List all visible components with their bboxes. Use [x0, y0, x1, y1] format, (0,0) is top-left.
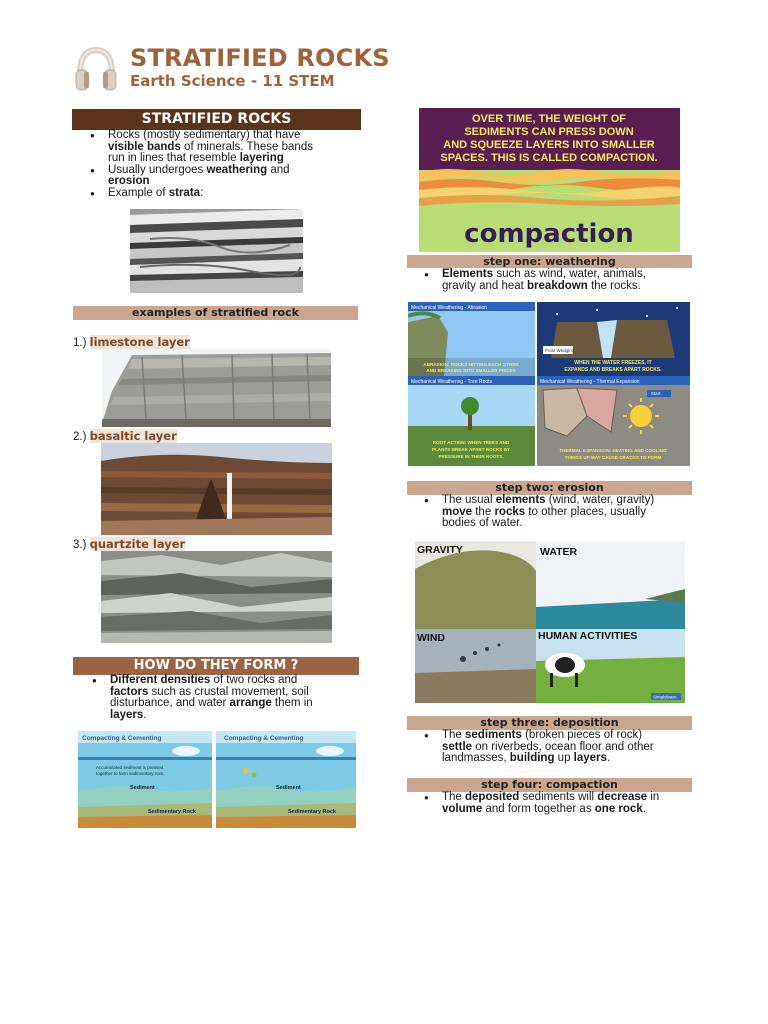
- svg-text:PLANTS BREAK APART ROCKS BY: PLANTS BREAK APART ROCKS BY: [431, 447, 511, 452]
- erosion-label-human: HUMAN ACTIVITIES: [538, 630, 638, 642]
- limestone-photo: [102, 349, 331, 427]
- svg-text:Mechanical Weathering - Therma: Mechanical Weathering - Thermal Expansion: [540, 379, 640, 385]
- compacting-diagram-1: [78, 731, 212, 828]
- svg-text:Sedimentary Rock: Sedimentary Rock: [148, 809, 196, 815]
- svg-text:SEDIMENTS CAN PRESS DOWN: SEDIMENTS CAN PRESS DOWN: [464, 126, 634, 138]
- svg-text:ABRASION: ROCKS HITTING EACH O: ABRASION: ROCKS HITTING EACH OTHER: [423, 362, 519, 367]
- example-quartzite-label: 3.) quartzite layer: [73, 537, 186, 551]
- svg-text:Sediment: Sediment: [130, 785, 155, 791]
- erosion-grid: [415, 541, 685, 703]
- headphones-icon: [72, 44, 120, 94]
- weathering-panel-thermal: [537, 376, 690, 466]
- svg-text:Sedimentary Rock: Sedimentary Rock: [288, 809, 336, 815]
- section-heading-stratified-rocks: STRATIFIED ROCKS: [72, 109, 361, 130]
- weathering-panel-frost: [537, 302, 690, 376]
- step-one-list: [420, 269, 695, 292]
- list-item: ● Rocks (mostly sedimentary) that have visible bands of minerals. These bands run in lines that resemble layering: [86, 130, 366, 165]
- svg-text:THERMAL EXPANSION: HEATING AND: THERMAL EXPANSION: HEATING AND COOLING: [559, 448, 667, 453]
- page-subtitle: Earth Science - 11 STEM: [130, 72, 335, 90]
- compaction-word: compaction: [464, 219, 634, 249]
- erosion-label-water: WATER: [540, 546, 578, 558]
- step-two-list: [420, 495, 695, 530]
- svg-text:Accumulated sediment is presse: Accumulated sediment is pressed: [96, 765, 164, 770]
- svg-text:THINGS UP MAY CAUSE CRACKS TO: THINGS UP MAY CAUSE CRACKS TO FORM: [564, 455, 662, 460]
- list-item: ● Usually undergoes weathering and erosion: [86, 165, 366, 188]
- svg-text:together to form sedimentary r: together to form sedimentary rock.: [96, 771, 165, 776]
- svg-text:Mechanical Weathering - Tree R: Mechanical Weathering - Tree Roots: [411, 379, 493, 385]
- step-two-heading: step two: erosion: [407, 481, 692, 495]
- svg-text:EXPANDS AND BREAKS APART ROCKS: EXPANDS AND BREAKS APART ROCKS.: [564, 367, 662, 373]
- list-item: ● The usual elements (wind, water, gravity) move the rocks to other places, usually bodies of water.: [420, 495, 695, 530]
- svg-text:WHEN THE WATER FREEZES, IT: WHEN THE WATER FREEZES, IT: [574, 360, 652, 366]
- quartzite-photo: [101, 551, 332, 643]
- svg-text:Mechanical Weathering - Abrasi: Mechanical Weathering - Abrasion: [411, 305, 488, 311]
- compaction-illustration: [419, 108, 680, 252]
- svg-text:Frost Wedging: Frost Wedging: [545, 348, 575, 353]
- svg-text:ROOT ACTION: WHEN TREES AND: ROOT ACTION: WHEN TREES AND: [432, 440, 510, 445]
- step-one-heading: step one: weathering: [407, 255, 692, 268]
- example-limestone-label: 1.) limestone layer: [73, 335, 190, 349]
- page-title: STRATIFIED ROCKS: [130, 44, 390, 72]
- list-item: ● The sediments (broken pieces of rock) settle on riverbeds, ocean floor and other landmasses, building up layers.: [420, 730, 695, 765]
- compacting-diagram-2: [216, 731, 356, 828]
- step-three-heading: step three: deposition: [407, 716, 692, 730]
- erosion-label-gravity: GRAVITY: [417, 544, 463, 556]
- list-item: ● Elements such as wind, water, animals, gravity and heat breakdown the rocks.: [420, 269, 695, 292]
- weathering-panel-abrasion: [408, 302, 535, 376]
- basaltic-photo: [101, 443, 332, 535]
- list-item: ● The deposited sediments will decrease in volume and form together as one rock.: [420, 792, 695, 815]
- erosion-label-wind: WIND: [417, 632, 445, 644]
- svg-text:Compacting & Cementing: Compacting & Cementing: [224, 735, 304, 742]
- step-four-list: [420, 792, 695, 815]
- section-heading-examples: examples of stratified rock: [73, 306, 358, 320]
- diagram-title: Compacting & Cementing: [82, 735, 162, 742]
- strata-photo: [130, 209, 303, 293]
- weathering-panel-roots: [408, 376, 535, 466]
- step-four-heading: step four: compaction: [407, 778, 692, 792]
- section-heading-how-they-form: HOW DO THEY FORM ?: [73, 657, 359, 675]
- svg-text:Start: Start: [651, 391, 661, 396]
- svg-text:AND BREAKING INTO SMALLER PIEC: AND BREAKING INTO SMALLER PIECES: [426, 368, 516, 373]
- list-item: ● Different densities of two rocks and factors such as crustal movement, soil disturbance, and water arrange them in layers.: [88, 675, 358, 721]
- svg-text:Sediment: Sediment: [276, 785, 301, 791]
- example-basaltic-label: 2.) basaltic layer: [73, 429, 177, 443]
- svg-text:OVER TIME, THE WEIGHT OF: OVER TIME, THE WEIGHT OF: [472, 113, 626, 125]
- definition-list: [86, 130, 366, 199]
- list-item: ● Example of strata:: [86, 188, 366, 200]
- svg-text:SPACES. THIS IS CALLED COMPACT: SPACES. THIS IS CALLED COMPACTION.: [440, 152, 658, 164]
- step-three-list: [420, 730, 695, 765]
- svg-text:AND SQUEEZE LAYERS INTO SMALLE: AND SQUEEZE LAYERS INTO SMALLER: [443, 139, 655, 151]
- svg-text:Simplylearn: Simplylearn: [653, 694, 677, 700]
- formation-list: [88, 675, 358, 721]
- svg-text:PRESSURE IN THEIR ROOTS.: PRESSURE IN THEIR ROOTS.: [438, 454, 504, 459]
